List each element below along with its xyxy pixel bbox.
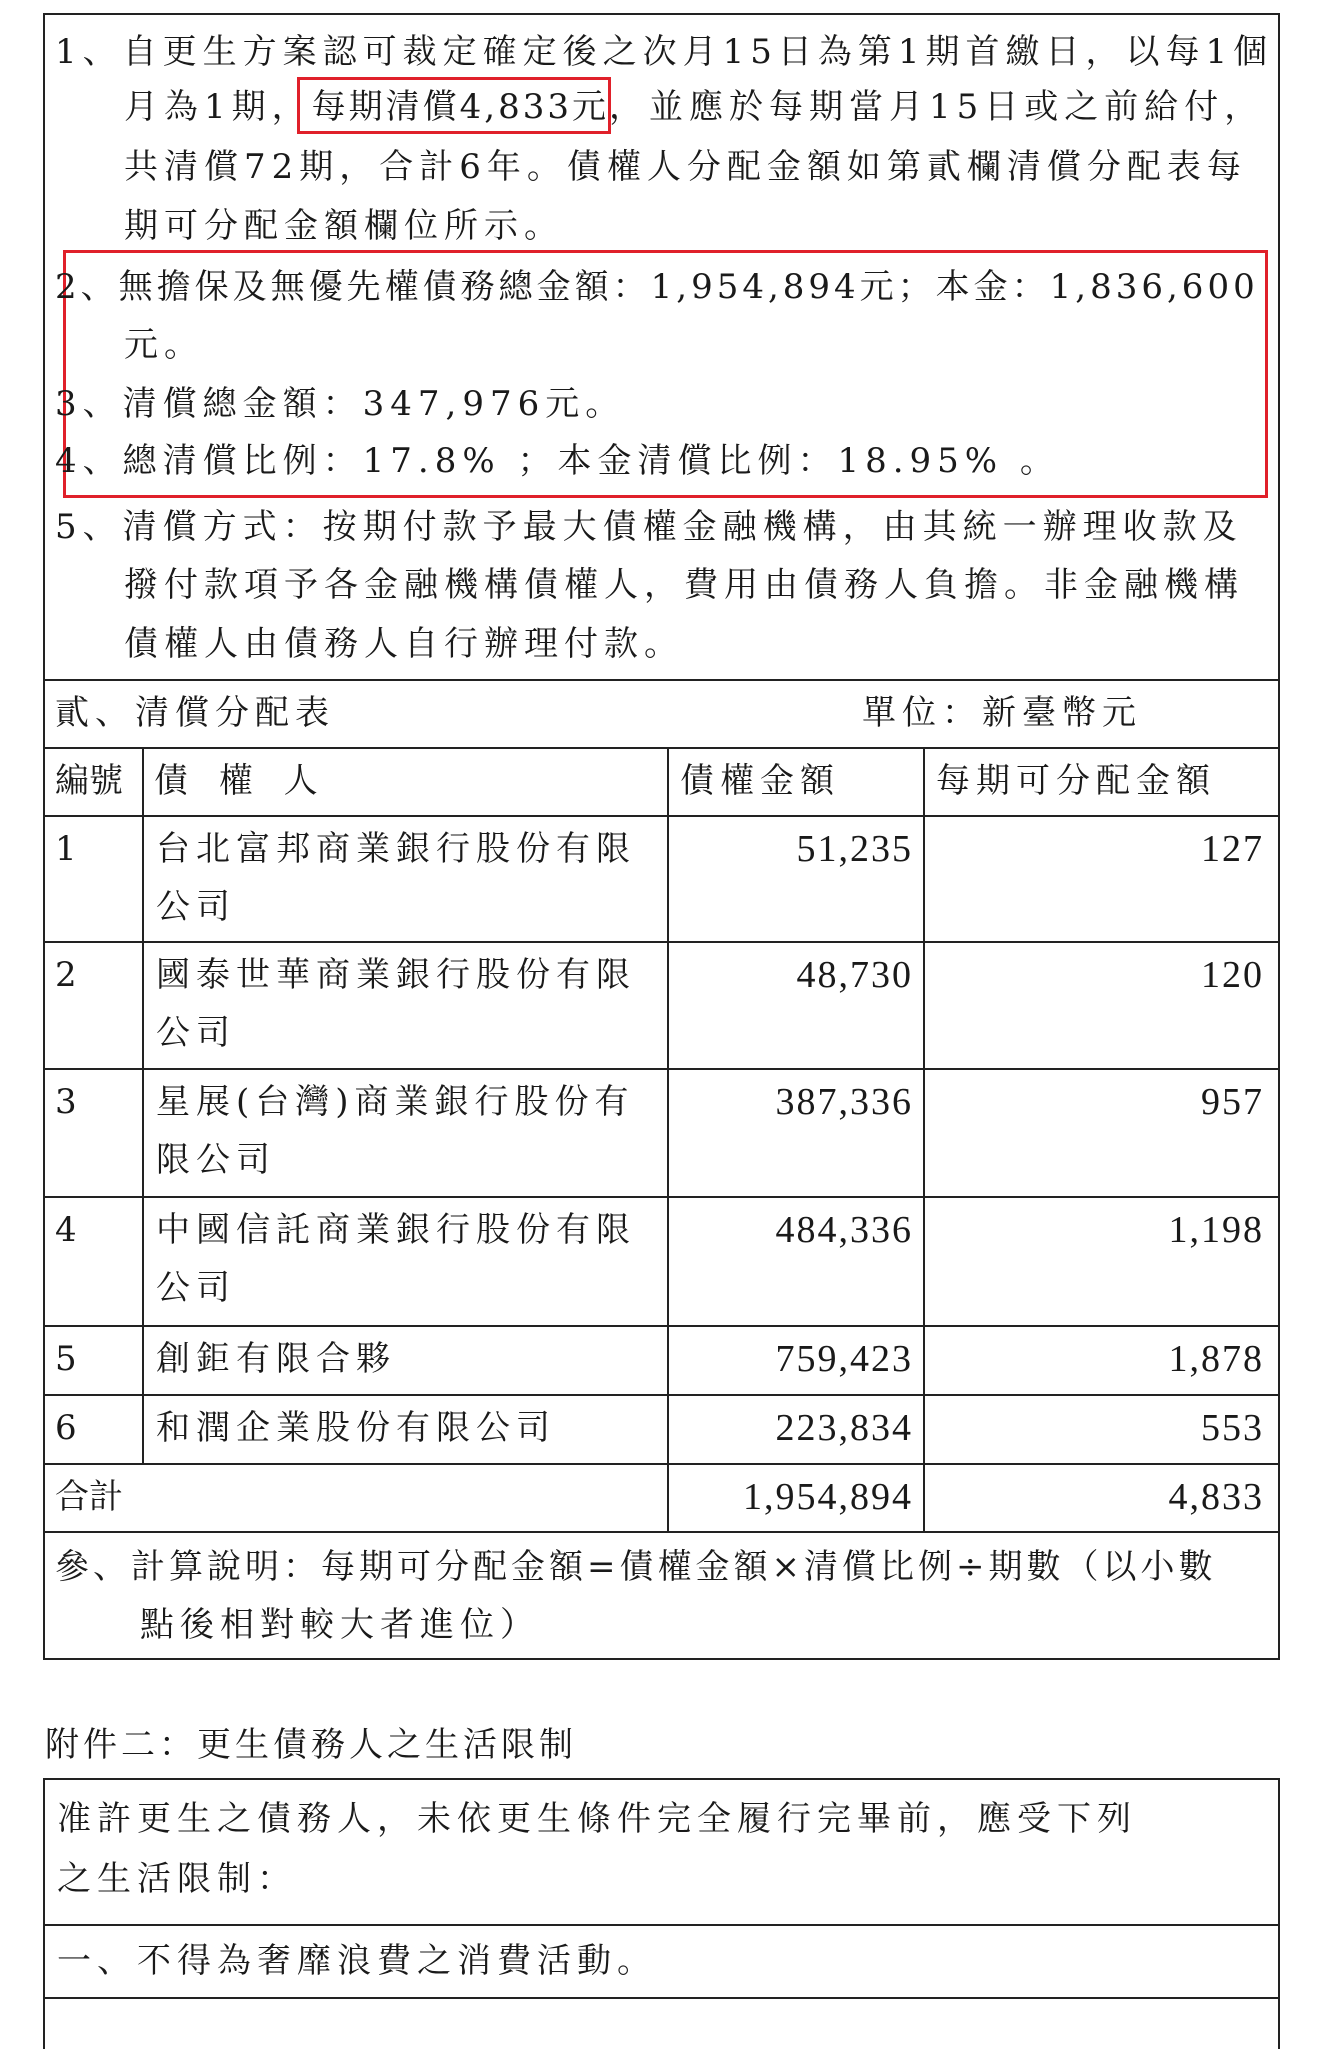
item5-line3: [55, 624, 684, 664]
row-rule: [43, 1196, 1280, 1198]
calc-note-line1: 參、計算說明：每期可分配金額=債權金額×清償比例÷期數（以小數: [55, 1547, 1217, 1587]
table-title: 貳、清償分配表: [55, 693, 335, 733]
row-no: 5: [55, 1339, 83, 1379]
row-rule: [43, 815, 1280, 817]
row-rule: [43, 1394, 1280, 1396]
row-per-period: 127: [1201, 828, 1264, 870]
per-period-highlight: 每期清償4,833元: [311, 87, 609, 127]
row-no: 1: [55, 829, 83, 869]
col-line-1: [142, 747, 144, 1463]
row-creditor-l1: 和潤企業股份有限公司: [156, 1408, 556, 1448]
row-per-period: 120: [1201, 954, 1264, 996]
item1-line3: [55, 147, 1247, 187]
left-border: [43, 13, 45, 1659]
row-per-period: 1,878: [1168, 1338, 1264, 1380]
row-rule: [43, 1531, 1280, 1533]
row-no: 4: [55, 1210, 83, 1250]
row-per-period: 1,198: [1168, 1209, 1264, 1251]
row-rule: [43, 1325, 1280, 1327]
row-amount: 484,336: [775, 1209, 913, 1251]
row-creditor-l2: 限公司: [156, 1140, 276, 1180]
row-creditor-l1: 台北富邦商業銀行股份有限: [156, 829, 636, 869]
row-amount: 223,834: [775, 1407, 913, 1449]
col-line-3: [923, 747, 925, 1531]
attachment-rule: [43, 1924, 1280, 1926]
total-amount: 1,954,894: [743, 1476, 913, 1518]
header-rule: [43, 747, 1280, 749]
item5-line2-text: 撥付款項予各金融機構債權人，費用由債務人負擔。非金融機構: [124, 565, 1244, 605]
row-rule: [43, 941, 1280, 943]
item2-line2: [55, 325, 204, 365]
table-unit: 單位：新臺幣元: [862, 693, 1142, 733]
total-label: 合計: [55, 1477, 123, 1517]
attachment-title: 附件二：更生債務人之生活限制: [45, 1725, 577, 1765]
item1-line2-start: 月為1期，: [124, 87, 312, 127]
top-border: [43, 13, 1280, 15]
table-top-rule: [43, 679, 1280, 681]
right-border: [1278, 13, 1280, 1659]
row-rule: [43, 1068, 1280, 1070]
item2-line2-text: 元。: [124, 325, 204, 365]
item1-line1: 1、自更生方案認可裁定確定後之次月15日為第1期首繳日，以每1個: [55, 32, 1274, 72]
attachment-left-border: [43, 1778, 45, 2049]
row-no: 6: [55, 1408, 83, 1448]
row-amount: 48,730: [796, 954, 913, 996]
item3: 3、清償總金額：347,976元。: [55, 384, 626, 424]
calc-note-line2: 點後相對較大者進位）: [140, 1605, 540, 1645]
item5-line1: 5、清償方式：按期付款予最大債權金融機構，由其統一辦理收款及: [55, 507, 1243, 547]
item1-line2: [55, 87, 1264, 127]
header-amount: 債權金額: [680, 761, 840, 801]
attachment-rule: [43, 1997, 1280, 1999]
item1-line2-end: ，並應於每期當月15日或之前給付，: [608, 87, 1265, 127]
row-no: 3: [55, 1082, 83, 1122]
header-creditor: 債 權 人: [154, 761, 328, 801]
row-per-period: 957: [1201, 1081, 1264, 1123]
attachment-right-border: [1278, 1778, 1280, 2049]
row-creditor-l1: 創鉅有限合夥: [156, 1339, 396, 1379]
total-per-period: 4,833: [1168, 1476, 1264, 1518]
row-amount: 387,336: [775, 1081, 913, 1123]
item5-line2: [55, 565, 1244, 605]
row-creditor-l1: 星展(台灣)商業銀行股份有: [156, 1082, 635, 1122]
attachment-intro-line2: 之生活限制：: [57, 1859, 297, 1899]
item1-line4: [55, 206, 564, 246]
item1-line3-text: 共清償72期，合計6年。債權人分配金額如第貳欄清償分配表每: [124, 147, 1247, 187]
header-no: 編號: [55, 761, 123, 801]
highlight-box-per-period: [297, 77, 611, 134]
col-line-2: [667, 747, 669, 1531]
row-rule: [43, 1463, 1280, 1465]
row-creditor-l2: 公司: [156, 1013, 236, 1053]
attachment-box-top: [43, 1778, 1280, 1780]
row-creditor-l2: 公司: [156, 887, 236, 927]
table-bottom-rule: [43, 1658, 1280, 1660]
item5-line3-text: 債權人由債務人自行辦理付款。: [124, 624, 684, 664]
item4: 4、總清償比例：17.8% ；本金清償比例：18.95% 。: [55, 441, 1060, 481]
header-per-period: 每期可分配金額: [936, 761, 1216, 801]
row-creditor-l1: 中國信託商業銀行股份有限: [156, 1210, 636, 1250]
row-creditor-l1: 國泰世華商業銀行股份有限: [156, 955, 636, 995]
item1-line4-text: 期可分配金額欄位所示。: [124, 206, 564, 246]
row-per-period: 553: [1201, 1407, 1264, 1449]
item2-line1: 2、無擔保及無優先權債務總金額：1,954,894元；本金：1,836,600: [55, 267, 1259, 307]
row-amount: 759,423: [775, 1338, 913, 1380]
attachment-intro-line1: 准許更生之債務人，未依更生條件完全履行完畢前，應受下列: [57, 1799, 1137, 1839]
row-no: 2: [55, 955, 83, 995]
row-creditor-l2: 公司: [156, 1268, 236, 1308]
row-amount: 51,235: [796, 828, 913, 870]
restriction-item: 一、不得為奢靡浪費之消費活動。: [57, 1941, 657, 1981]
